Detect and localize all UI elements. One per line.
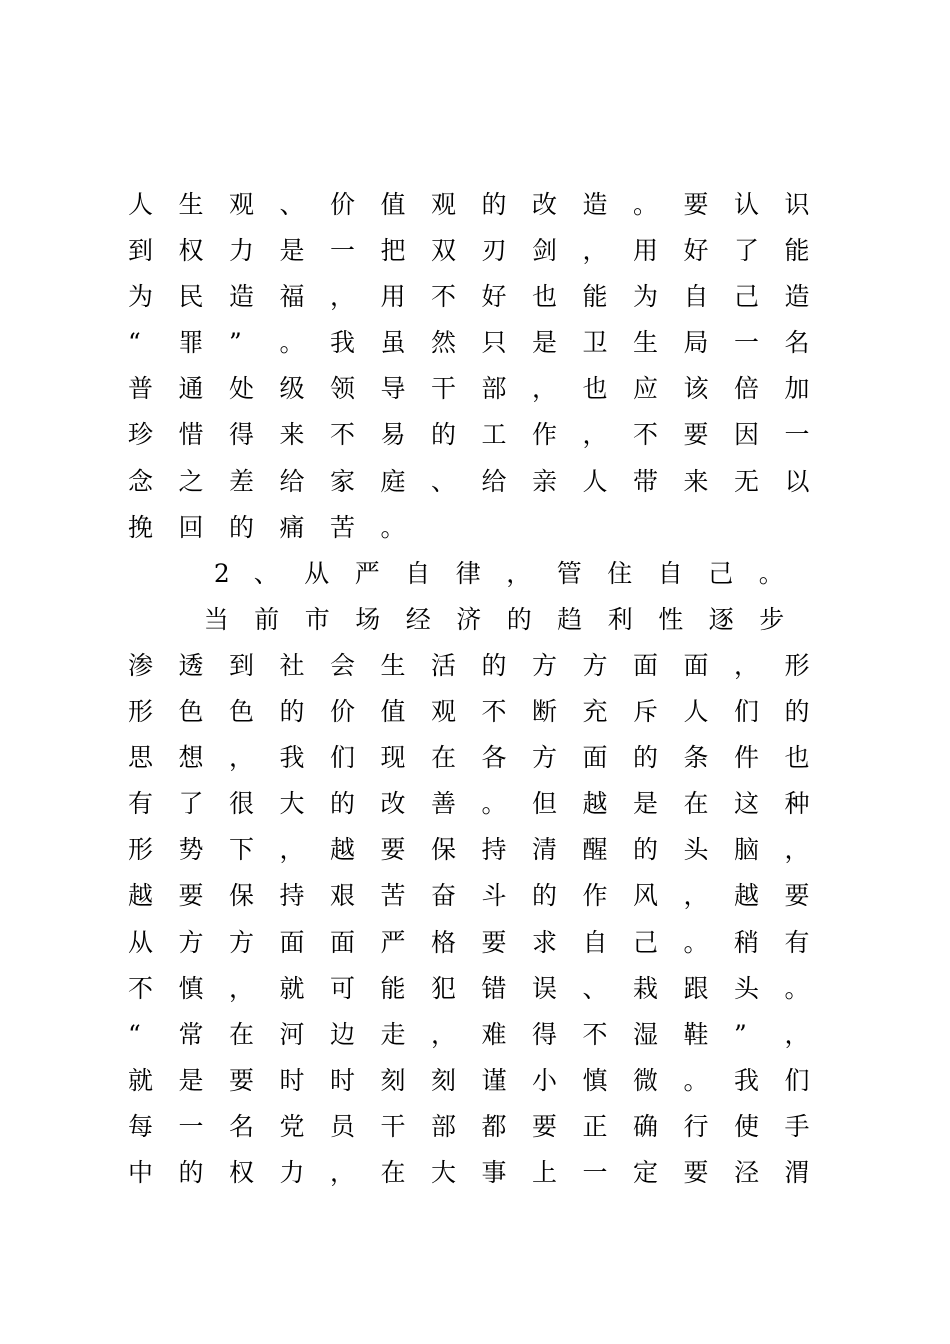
text-line-content: 不 慎 ， 就 可 能 犯 错 误 、 栽 跟 头 。 (128, 973, 810, 1003)
text-line (128, 274, 828, 320)
text-line-content: “ 常 在 河 边 走 ， 难 得 不 湿 鞋 ” ， (128, 1019, 810, 1049)
text-line-content: 越 要 保 持 艰 苦 奋 斗 的 作 风 ， 越 要 (128, 881, 810, 911)
text-line (128, 920, 828, 966)
text-line-content: 人 生 观 、 价 值 观 的 改 造 。 要 认 识 (128, 190, 810, 219)
text-line-content: 思 想 ， 我 们 现 在 各 方 面 的 条 件 也 (128, 743, 810, 773)
text-line (128, 366, 828, 412)
text-line-content: 形 色 色 的 价 值 观 不 断 充 斥 人 们 的 (128, 697, 810, 727)
text-line (128, 1012, 828, 1058)
text-line-content: 2 、 从 严 自 律 ， 管 住 自 己 。 (213, 558, 784, 588)
text-line-content: 念 之 差 给 家 庭 、 给 亲 人 带 来 无 以 (128, 466, 810, 496)
text-line (128, 320, 828, 366)
text-line-content: 为 民 造 福 ， 用 不 好 也 能 为 自 己 造 (128, 282, 810, 312)
text-line (128, 1104, 828, 1150)
body-text (128, 182, 828, 1196)
text-line (128, 873, 828, 919)
text-line-content: 当 前 市 场 经 济 的 趋 利 性 逐 步 (203, 604, 785, 634)
text-line (128, 781, 828, 827)
text-line-content: 从 方 方 面 面 严 格 要 求 自 己 。 稍 有 (128, 927, 810, 957)
text-line-content: 普 通 处 级 领 导 干 部 ， 也 应 该 倍 加 (128, 374, 810, 404)
text-line (128, 228, 828, 274)
text-line (128, 827, 828, 873)
text-line (128, 735, 828, 781)
text-line (128, 689, 828, 735)
text-line (128, 1150, 828, 1196)
text-line (128, 412, 828, 458)
text-line-content: 每 一 名 党 员 干 部 都 要 正 确 行 使 手 (128, 1111, 810, 1141)
text-line (128, 551, 828, 597)
text-line (128, 505, 828, 551)
text-line-content: 到 权 力 是 一 把 双 刃 剑 ， 用 好 了 能 (128, 236, 810, 266)
text-line (128, 1058, 828, 1104)
text-line (128, 966, 828, 1012)
text-line-content: 挽 回 的 痛 苦 。 (128, 512, 406, 542)
text-line (128, 459, 828, 505)
text-line-content: 中 的 权 力 ， 在 大 事 上 一 定 要 泾 渭 (128, 1157, 810, 1187)
text-line (128, 643, 828, 689)
text-line-content: 有 了 很 大 的 改 善 。 但 越 是 在 这 种 (128, 789, 810, 819)
text-line-content: 渗 透 到 社 会 生 活 的 方 方 面 面 ， 形 (128, 650, 810, 680)
text-line (128, 182, 828, 228)
text-line-content: 就 是 要 时 时 刻 刻 谨 小 慎 微 。 我 们 (128, 1065, 810, 1095)
text-line-content: 形 势 下 ， 越 要 保 持 清 醒 的 头 脑 ， (128, 835, 810, 865)
text-line (128, 597, 828, 643)
text-line-content: 珍 惜 得 来 不 易 的 工 作 ， 不 要 因 一 (128, 420, 810, 450)
text-line-content: “ 罪 ” 。 我 虽 然 只 是 卫 生 局 一 名 (128, 328, 810, 358)
